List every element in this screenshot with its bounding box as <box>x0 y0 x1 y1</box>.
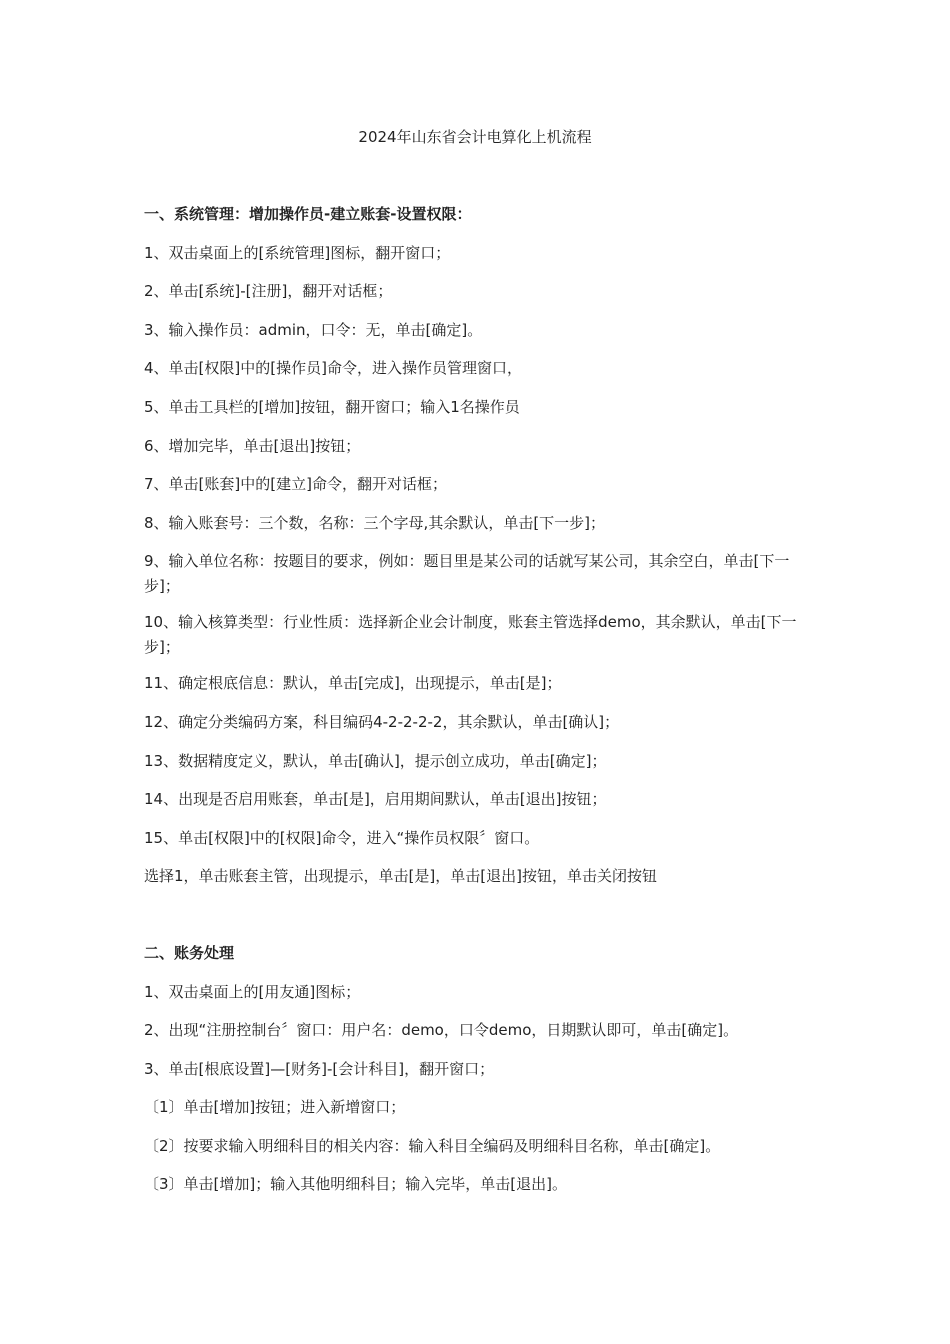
section-1-heading: 一、系统管理：增加操作员-建立账套-设置权限： <box>144 205 472 223</box>
section-2-step-3: 3、单击[根底设置]—[财务]-[会计科目]，翻开窗口； <box>144 1059 495 1078</box>
section-1-step-13: 13、数据精度定义，默认，单击[确认]，提示创立成功，单击[确定]； <box>144 751 607 770</box>
section-2-substep-2: 〔2〕按要求输入明细科目的相关内容：输入科目全编码及明细科目名称，单击[确定]。 <box>144 1136 721 1155</box>
section-1-step-8: 8、输入账套号：三个数，名称：三个字母,其余默认，单击[下一步]； <box>144 513 606 532</box>
section-1-step-14: 14、出现是否启用账套，单击[是]，启用期间默认，单击[退出]按钮； <box>144 790 607 809</box>
section-2-step-1: 1、双击桌面上的[用友通]图标； <box>144 982 361 1001</box>
section-1-step-4: 4、单击[权限]中的[操作员]命令，进入操作员管理窗口， <box>144 359 522 378</box>
document-body <box>144 204 824 1213</box>
section-2-heading: 二、账务处理 <box>144 943 235 962</box>
section-2-substep-3: 〔3〕单击[增加]；输入其他明细科目；输入完毕，单击[退出]。 <box>144 1175 567 1194</box>
section-2-step-2: 2、出现“注册控制台〞窗口：用户名：demo，口令demo，日期默认即可，单击[确定]。 <box>144 1021 739 1040</box>
section-2-substep-1: 〔1〕单击[增加]按钮；进入新增窗口； <box>144 1098 406 1117</box>
section-1-step-1: 1、双击桌面上的[系统管理]图标，翻开窗口； <box>144 243 451 262</box>
section-1-step-10: 10、输入核算类型：行业性质：选择新企业会计制度，账套主管选择demo，其余默认，单击[下一步]； <box>144 613 797 657</box>
section-1-step-2: 2、单击[系统]-[注册]，翻开对话框； <box>144 282 393 301</box>
document-title: 2024年山东省会计电算化上机流程 <box>358 128 592 146</box>
section-1-step-11: 11、确定根底信息：默认，单击[完成]，出现提示，单击[是]； <box>144 674 562 693</box>
section-1-step-5: 5、单击工具栏的[增加]按钮，翻开窗口；输入1名操作员 <box>144 397 520 416</box>
section-1-step-7: 7、单击[账套]中的[建立]命令，翻开对话框； <box>144 475 447 494</box>
section-1-step-15: 15、单击[权限]中的[权限]命令，进入“操作员权限〞窗口。 <box>144 828 540 847</box>
section-1-step-6: 6、增加完毕，单击[退出]按钮； <box>144 436 361 455</box>
section-gap <box>144 905 824 943</box>
section-1-step-9: 9、输入单位名称：按题目的要求，例如：题目里是某公司的话就写某公司，其余空白，单击[下一步]； <box>144 552 790 596</box>
section-1-note: 选择1，单击账套主管，出现提示，单击[是]，单击[退出]按钮，单击关闭按钮 <box>144 867 657 886</box>
section-1-step-3: 3、输入操作员：admin，口令：无，单击[确定]。 <box>144 320 483 339</box>
section-1-step-12: 12、确定分类编码方案，科目编码4-2-2-2-2，其余默认，单击[确认]； <box>144 712 620 731</box>
